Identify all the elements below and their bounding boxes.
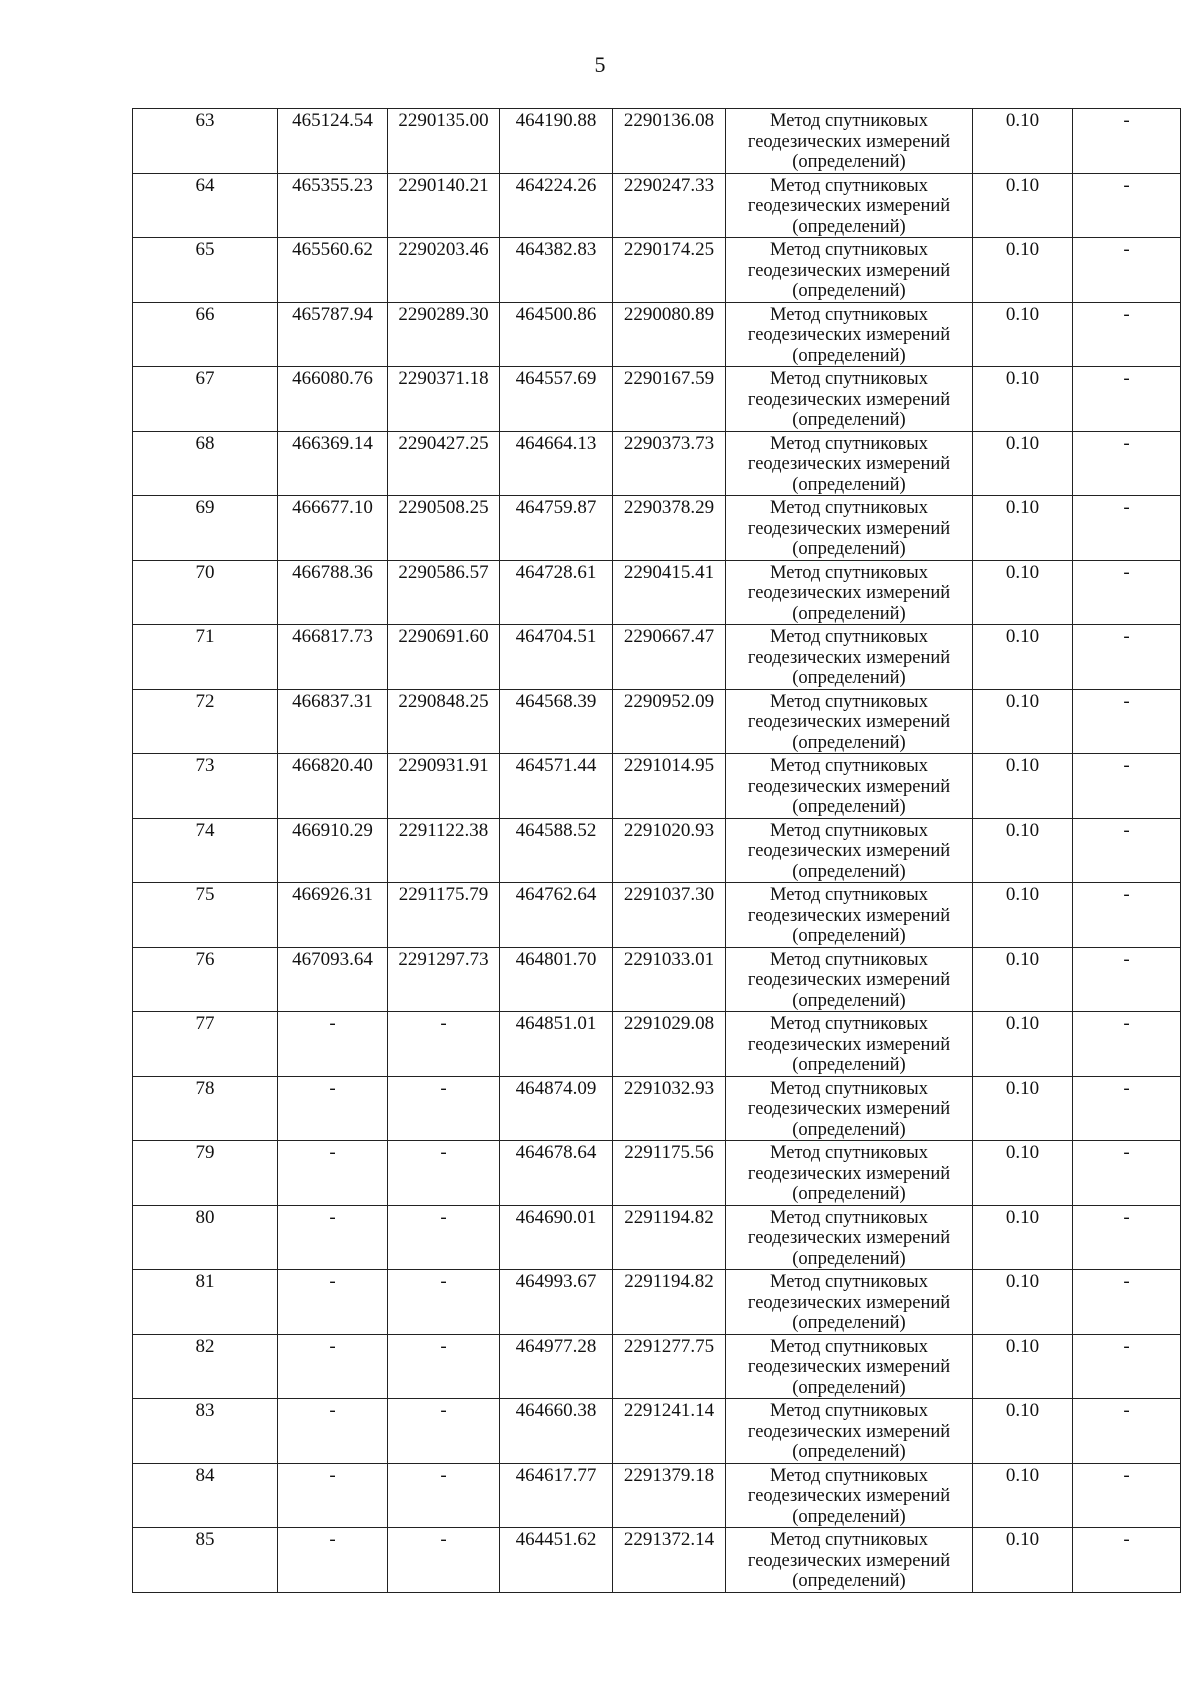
method-cell: Метод спутниковых геодезических измерений (определений) [726, 818, 973, 883]
note-cell: - [1073, 238, 1181, 303]
point-number: 64 [133, 173, 278, 238]
x-new: 464660.38 [500, 1399, 613, 1464]
y-old: - [388, 1076, 500, 1141]
accuracy-cell: 0.10 [973, 367, 1073, 432]
table-row [133, 1141, 1181, 1206]
x-new: 464993.67 [500, 1270, 613, 1335]
x-new: 464678.64 [500, 1141, 613, 1206]
note-cell: - [1073, 1270, 1181, 1335]
method-cell: Метод спутниковых геодезических измерений (определений) [726, 1528, 973, 1593]
y-new: 2291372.14 [613, 1528, 726, 1593]
x-old: 465355.23 [278, 173, 388, 238]
y-old: 2291122.38 [388, 818, 500, 883]
x-old: - [278, 1141, 388, 1206]
accuracy-cell: 0.10 [973, 1399, 1073, 1464]
accuracy-cell: 0.10 [973, 1076, 1073, 1141]
note-cell: - [1073, 1076, 1181, 1141]
x-new: 464382.83 [500, 238, 613, 303]
table-row [133, 367, 1181, 432]
x-new: 464801.70 [500, 947, 613, 1012]
y-new: 2291277.75 [613, 1334, 726, 1399]
note-cell: - [1073, 109, 1181, 174]
point-number: 67 [133, 367, 278, 432]
method-cell: Метод спутниковых геодезических измерений (определений) [726, 431, 973, 496]
point-number: 66 [133, 302, 278, 367]
y-old: - [388, 1141, 500, 1206]
accuracy-cell: 0.10 [973, 818, 1073, 883]
point-number: 78 [133, 1076, 278, 1141]
x-old: - [278, 1528, 388, 1593]
x-new: 464704.51 [500, 625, 613, 690]
y-new: 2291194.82 [613, 1270, 726, 1335]
method-cell: Метод спутниковых геодезических измерений (определений) [726, 367, 973, 432]
y-new: 2290952.09 [613, 689, 726, 754]
table-row [133, 1205, 1181, 1270]
y-old: - [388, 1399, 500, 1464]
table-row [133, 818, 1181, 883]
x-old: - [278, 1270, 388, 1335]
x-new: 464664.13 [500, 431, 613, 496]
point-number: 63 [133, 109, 278, 174]
y-new: 2291379.18 [613, 1463, 726, 1528]
accuracy-cell: 0.10 [973, 754, 1073, 819]
note-cell: - [1073, 818, 1181, 883]
accuracy-cell: 0.10 [973, 173, 1073, 238]
accuracy-cell: 0.10 [973, 1528, 1073, 1593]
table-row [133, 947, 1181, 1012]
method-cell: Метод спутниковых геодезических измерений (определений) [726, 689, 973, 754]
method-cell: Метод спутниковых геодезических измерений (определений) [726, 1205, 973, 1270]
x-new: 464451.62 [500, 1528, 613, 1593]
y-new: 2291029.08 [613, 1012, 726, 1077]
x-old: 466837.31 [278, 689, 388, 754]
y-new: 2291014.95 [613, 754, 726, 819]
y-new: 2290136.08 [613, 109, 726, 174]
accuracy-cell: 0.10 [973, 109, 1073, 174]
y-old: 2290140.21 [388, 173, 500, 238]
x-new: 464190.88 [500, 109, 613, 174]
table-row [133, 431, 1181, 496]
x-new: 464728.61 [500, 560, 613, 625]
note-cell: - [1073, 1012, 1181, 1077]
y-old: 2290371.18 [388, 367, 500, 432]
point-number: 79 [133, 1141, 278, 1206]
point-number: 83 [133, 1399, 278, 1464]
method-cell: Метод спутниковых геодезических измерений (определений) [726, 1076, 973, 1141]
y-new: 2290080.89 [613, 302, 726, 367]
table-row [133, 560, 1181, 625]
method-cell: Метод спутниковых геодезических измерений (определений) [726, 754, 973, 819]
method-cell: Метод спутниковых геодезических измерений (определений) [726, 947, 973, 1012]
coordinates-table [132, 108, 1181, 1593]
x-old: 466677.10 [278, 496, 388, 561]
note-cell: - [1073, 625, 1181, 690]
point-number: 80 [133, 1205, 278, 1270]
accuracy-cell: 0.10 [973, 560, 1073, 625]
note-cell: - [1073, 1141, 1181, 1206]
method-cell: Метод спутниковых геодезических измерений (определений) [726, 1463, 973, 1528]
method-cell: Метод спутниковых геодезических измерений (определений) [726, 109, 973, 174]
accuracy-cell: 0.10 [973, 625, 1073, 690]
y-old: 2290586.57 [388, 560, 500, 625]
y-old: - [388, 1463, 500, 1528]
accuracy-cell: 0.10 [973, 947, 1073, 1012]
x-old: 466369.14 [278, 431, 388, 496]
note-cell: - [1073, 1334, 1181, 1399]
x-old: 467093.64 [278, 947, 388, 1012]
x-old: 465124.54 [278, 109, 388, 174]
method-cell: Метод спутниковых геодезических измерений (определений) [726, 496, 973, 561]
point-number: 70 [133, 560, 278, 625]
point-number: 69 [133, 496, 278, 561]
y-old: 2290931.91 [388, 754, 500, 819]
x-old: 466926.31 [278, 883, 388, 948]
accuracy-cell: 0.10 [973, 1012, 1073, 1077]
method-cell: Метод спутниковых геодезических измерений (определений) [726, 625, 973, 690]
y-new: 2290167.59 [613, 367, 726, 432]
x-new: 464571.44 [500, 754, 613, 819]
y-new: 2290174.25 [613, 238, 726, 303]
x-old: 466910.29 [278, 818, 388, 883]
x-new: 464588.52 [500, 818, 613, 883]
table-row [133, 625, 1181, 690]
accuracy-cell: 0.10 [973, 883, 1073, 948]
y-new: 2291241.14 [613, 1399, 726, 1464]
x-new: 464762.64 [500, 883, 613, 948]
table-row [133, 496, 1181, 561]
x-old: - [278, 1463, 388, 1528]
y-new: 2291020.93 [613, 818, 726, 883]
y-old: - [388, 1528, 500, 1593]
method-cell: Метод спутниковых геодезических измерений (определений) [726, 883, 973, 948]
point-number: 84 [133, 1463, 278, 1528]
y-new: 2290415.41 [613, 560, 726, 625]
y-old: 2290203.46 [388, 238, 500, 303]
x-new: 464224.26 [500, 173, 613, 238]
y-old: 2290508.25 [388, 496, 500, 561]
y-new: 2291194.82 [613, 1205, 726, 1270]
table-row [133, 1399, 1181, 1464]
y-old: 2290691.60 [388, 625, 500, 690]
x-old: 466817.73 [278, 625, 388, 690]
table-row [133, 1076, 1181, 1141]
y-old: - [388, 1270, 500, 1335]
point-number: 77 [133, 1012, 278, 1077]
accuracy-cell: 0.10 [973, 238, 1073, 303]
note-cell: - [1073, 560, 1181, 625]
point-number: 73 [133, 754, 278, 819]
note-cell: - [1073, 947, 1181, 1012]
table-row [133, 883, 1181, 948]
note-cell: - [1073, 1528, 1181, 1593]
x-new: 464874.09 [500, 1076, 613, 1141]
point-number: 72 [133, 689, 278, 754]
note-cell: - [1073, 302, 1181, 367]
y-old: 2291175.79 [388, 883, 500, 948]
y-new: 2290667.47 [613, 625, 726, 690]
table-row [133, 1463, 1181, 1528]
table-row [133, 754, 1181, 819]
table-row [133, 1334, 1181, 1399]
note-cell: - [1073, 689, 1181, 754]
note-cell: - [1073, 883, 1181, 948]
table-row [133, 173, 1181, 238]
x-old: 465787.94 [278, 302, 388, 367]
accuracy-cell: 0.10 [973, 496, 1073, 561]
y-old: 2291297.73 [388, 947, 500, 1012]
table-row [133, 1012, 1181, 1077]
table-row [133, 1528, 1181, 1593]
page-number: 5 [594, 52, 606, 77]
accuracy-cell: 0.10 [973, 1205, 1073, 1270]
point-number: 85 [133, 1528, 278, 1593]
y-old: - [388, 1012, 500, 1077]
accuracy-cell: 0.10 [973, 689, 1073, 754]
note-cell: - [1073, 431, 1181, 496]
method-cell: Метод спутниковых геодезических измерений (определений) [726, 173, 973, 238]
point-number: 68 [133, 431, 278, 496]
table-row [133, 302, 1181, 367]
method-cell: Метод спутниковых геодезических измерений (определений) [726, 238, 973, 303]
x-new: 464568.39 [500, 689, 613, 754]
y-new: 2290247.33 [613, 173, 726, 238]
point-number: 65 [133, 238, 278, 303]
y-old: - [388, 1334, 500, 1399]
x-old: - [278, 1205, 388, 1270]
method-cell: Метод спутниковых геодезических измерений (определений) [726, 560, 973, 625]
y-old: 2290427.25 [388, 431, 500, 496]
x-old: - [278, 1399, 388, 1464]
y-new: 2291032.93 [613, 1076, 726, 1141]
note-cell: - [1073, 1399, 1181, 1464]
y-new: 2291033.01 [613, 947, 726, 1012]
x-new: 464690.01 [500, 1205, 613, 1270]
accuracy-cell: 0.10 [973, 1141, 1073, 1206]
table-row [133, 1270, 1181, 1335]
y-new: 2291037.30 [613, 883, 726, 948]
note-cell: - [1073, 496, 1181, 561]
point-number: 71 [133, 625, 278, 690]
x-new: 464500.86 [500, 302, 613, 367]
y-old: - [388, 1205, 500, 1270]
method-cell: Метод спутниковых геодезических измерений (определений) [726, 1399, 973, 1464]
x-old: - [278, 1076, 388, 1141]
x-new: 464977.28 [500, 1334, 613, 1399]
accuracy-cell: 0.10 [973, 431, 1073, 496]
x-old: 465560.62 [278, 238, 388, 303]
x-old: - [278, 1012, 388, 1077]
point-number: 82 [133, 1334, 278, 1399]
table-row [133, 238, 1181, 303]
point-number: 76 [133, 947, 278, 1012]
x-old: - [278, 1334, 388, 1399]
method-cell: Метод спутниковых геодезических измерений (определений) [726, 1012, 973, 1077]
x-new: 464759.87 [500, 496, 613, 561]
accuracy-cell: 0.10 [973, 302, 1073, 367]
accuracy-cell: 0.10 [973, 1270, 1073, 1335]
table-row [133, 109, 1181, 174]
method-cell: Метод спутниковых геодезических измерений (определений) [726, 1270, 973, 1335]
method-cell: Метод спутниковых геодезических измерений (определений) [726, 302, 973, 367]
y-old: 2290848.25 [388, 689, 500, 754]
y-new: 2290378.29 [613, 496, 726, 561]
table-row [133, 689, 1181, 754]
accuracy-cell: 0.10 [973, 1463, 1073, 1528]
method-cell: Метод спутниковых геодезических измерений (определений) [726, 1141, 973, 1206]
point-number: 75 [133, 883, 278, 948]
x-new: 464557.69 [500, 367, 613, 432]
note-cell: - [1073, 367, 1181, 432]
x-new: 464851.01 [500, 1012, 613, 1077]
note-cell: - [1073, 754, 1181, 819]
x-old: 466820.40 [278, 754, 388, 819]
note-cell: - [1073, 173, 1181, 238]
y-old: 2290289.30 [388, 302, 500, 367]
accuracy-cell: 0.10 [973, 1334, 1073, 1399]
y-new: 2290373.73 [613, 431, 726, 496]
note-cell: - [1073, 1205, 1181, 1270]
point-number: 81 [133, 1270, 278, 1335]
point-number: 74 [133, 818, 278, 883]
x-old: 466080.76 [278, 367, 388, 432]
y-new: 2291175.56 [613, 1141, 726, 1206]
y-old: 2290135.00 [388, 109, 500, 174]
x-new: 464617.77 [500, 1463, 613, 1528]
note-cell: - [1073, 1463, 1181, 1528]
x-old: 466788.36 [278, 560, 388, 625]
method-cell: Метод спутниковых геодезических измерений (определений) [726, 1334, 973, 1399]
